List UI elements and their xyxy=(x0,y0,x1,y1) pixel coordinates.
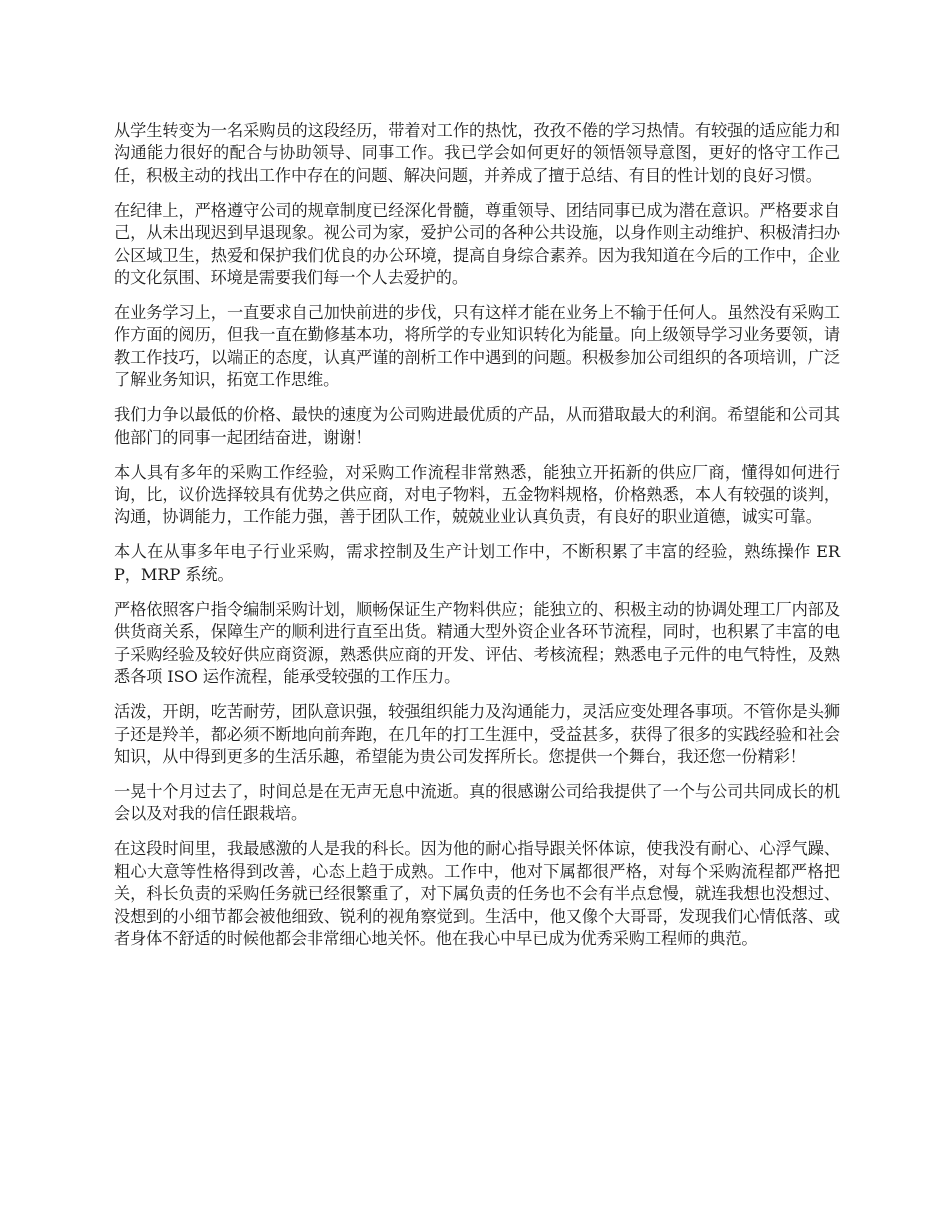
paragraph-1: 从学生转变为一名采购员的这段经历，带着对工作的热忱，孜孜不倦的学习热情。有较强的适应能力和沟通能力很好的配合与协助领导、同事工作。我已学会如何更好的领悟领导意图，更好的恪守工作己任，积极主动的找出工作中存在的问题、解决问题，并养成了擅于总结、有目的性计划的良好习惯。 xyxy=(114,121,840,185)
paragraph-5: 本人具有多年的采购工作经验，对采购工作流程非常熟悉，能独立开拓新的供应厂商，懂得如何进行询，比，议价选择较具有优势之供应商，对电子物料，五金物料规格，价格熟悉，本人有较强的谈判，沟通，协调能力，工作能力强，善于团队工作，兢兢业业认真负责，有良好的职业道德，诚实可靠。 xyxy=(114,462,840,527)
document-body xyxy=(114,120,840,963)
paragraph-3: 在业务学习上，一直要求自己加快前进的步伐，只有这样才能在业务上不输于任何人。虽然没有采购工作方面的阅历，但我一直在勤修基本功，将所学的专业知识转化为能量。向上级领导学习业务要领，请教工作技巧，以端正的态度，认真严谨的剖析工作中遇到的问题。积极参加公司组织的各项培训，广泛了解业务知识，拓宽工作思维。 xyxy=(114,303,840,390)
paragraph-2: 在纪律上，严格遵守公司的规章制度已经深化骨髓，尊重领导、团结同事已成为潜在意识。严格要求自己，从未出现迟到早退现象。视公司为家，爱护公司的各种公共设施，以身作则主动维护、积极清扫办公区域卫生，热爱和保护我们优良的办公环境，提高自身综合素养。因为我知道在今后的工作中，企业的文化氛围、环境是需要我们每一个人去爱护的。 xyxy=(114,200,840,288)
paragraph-8: 活泼，开朗，吃苦耐劳，团队意识强，较强组织能力及沟通能力，灵活应变处理各事项。不管你是头狮子还是羚羊，都必须不断地向前奔跑，在几年的打工生涯中，受益甚多，获得了很多的实践经验和社会知识，从中得到更多的生活乐趣，希望能为贵公司发挥所长。您提供一个舞台，我还您一份精彩！ xyxy=(114,702,840,766)
paragraph-6: 本人在从事多年电子行业采购，需求控制及生产计划工作中，不断积累了丰富的经验，熟练操作 ERP，MRP 系统。 xyxy=(114,542,840,584)
paragraph-10: 在这段时间里，我最感激的人是我的科长。因为他的耐心指导跟关怀体谅，使我没有耐心、心浮气躁、粗心大意等性格得到改善，心态上趋于成熟。工作中，他对下属都很严格，对每个采购流程都严格把关，科长负责的采购任务就已经很繁重了，对下属负责的任务也不会有半点怠慢，就连我想也没想过、没想到的小细节都会被他细致、锐利的视角察觉到。生活中，他又像个大哥哥，发现我们心情低落、或者身体不舒适的时候他都会非常细心地关怀。他在我心中早已成为优秀采购工程师的典范。 xyxy=(114,839,840,948)
paragraph-4: 我们力争以最低的价格、最快的速度为公司购进最优质的产品，从而猎取最大的利润。希望能和公司其他部门的同事一起团结奋进，谢谢！ xyxy=(114,405,840,447)
paragraph-9: 一晃十个月过去了，时间总是在无声无息中流逝。真的很感谢公司给我提供了一个与公司共同成长的机会以及对我的信任跟栽培。 xyxy=(114,781,840,824)
paragraph-7: 严格依照客户指令编制采购计划，顺畅保证生产物料供应；能独立的、积极主动的协调处理工厂内部及供货商关系，保障生产的顺利进行直至出货。精通大型外资企业各环节流程，同时，也积累了丰富的电子采购经验及较好供应商资源，熟悉供应商的开发、评估、考核流程；熟悉电子元件的电气特性，及熟悉各项 ISO 运作流程，能承受较强的工作压力。 xyxy=(114,599,840,687)
